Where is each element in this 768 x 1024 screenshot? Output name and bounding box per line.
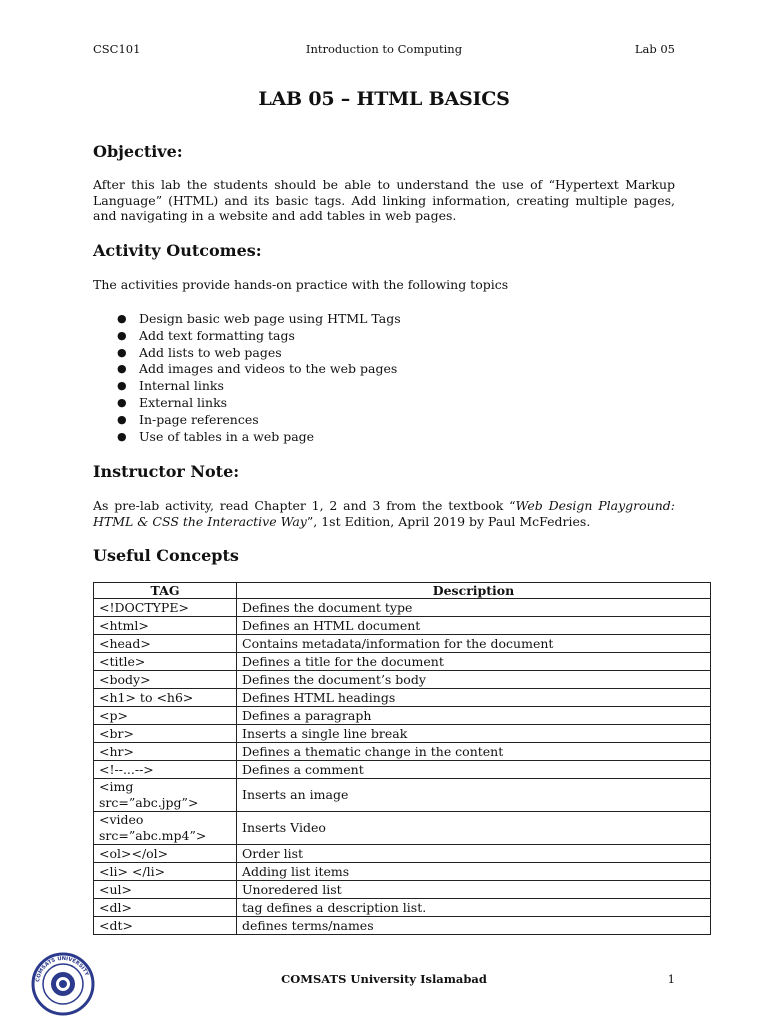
table-row (94, 845, 711, 863)
activity-outcomes-intro: The activities provide hands-on practice with the following topics (93, 277, 509, 292)
bullet-icon: ● (117, 412, 127, 426)
description-cell: Order list (237, 845, 711, 863)
header-lab-number: Lab 05 (634, 42, 675, 56)
description-cell: Adding list items (237, 863, 711, 881)
footer-institution: COMSATS University Islamabad (281, 972, 487, 986)
list-item (93, 345, 401, 362)
description-cell: Contains metadata/information for the document (237, 635, 711, 653)
column-header-tag: TAG (94, 583, 237, 599)
table-row (94, 779, 711, 812)
description-cell: Inserts an image (237, 779, 711, 812)
concepts-table (93, 582, 711, 935)
table-row (94, 812, 711, 845)
description-cell: tag defines a description list. (237, 899, 711, 917)
tag-cell: <head> (94, 635, 237, 653)
description-cell: Defines a thematic change in the content (237, 743, 711, 761)
tag-cell: <p> (94, 707, 237, 725)
description-cell: Defines the document’s body (237, 671, 711, 689)
list-item-text: Design basic web page using HTML Tags (139, 311, 401, 326)
list-item (93, 378, 401, 395)
description-cell: Defines HTML headings (237, 689, 711, 707)
header-course-name: Introduction to Computing (305, 42, 463, 56)
bullet-icon: ● (117, 395, 127, 409)
table-row (94, 917, 711, 935)
table-row (94, 863, 711, 881)
tag-cell: <!DOCTYPE> (94, 599, 237, 617)
table-row (94, 689, 711, 707)
table-row (94, 725, 711, 743)
tag-cell: <title> (94, 653, 237, 671)
instructor-note-heading: Instructor Note: (93, 462, 240, 481)
description-cell: defines terms/names (237, 917, 711, 935)
tag-cell: <html> (94, 617, 237, 635)
activity-outcomes-heading: Activity Outcomes: (93, 241, 262, 260)
description-cell: Defines an HTML document (237, 617, 711, 635)
description-cell: Inserts Video (237, 812, 711, 845)
table-header-row (94, 583, 711, 599)
list-item-text: Use of tables in a web page (139, 428, 315, 444)
list-item-text: Add images and videos to the web pages (139, 361, 398, 377)
tag-cell: <dl> (94, 899, 237, 917)
tag-cell: <dt> (94, 917, 237, 935)
list-item-text: Internal links (139, 378, 224, 394)
header-course-code: CSC101 (93, 42, 141, 56)
description-cell: Defines a paragraph (237, 707, 711, 725)
table-row (94, 899, 711, 917)
instructor-note-text-before: As pre-lab activity, read Chapter 1, 2 and 3 from the textbook “ (93, 498, 516, 513)
list-item (93, 412, 401, 429)
page-number: 1 (667, 972, 675, 986)
table-row (94, 761, 711, 779)
list-item-text: Add text formatting tags (139, 327, 295, 343)
page-title: LAB 05 – HTML BASICS (258, 88, 510, 110)
bullet-icon: ● (117, 362, 127, 376)
bullet-icon: ● (117, 312, 127, 325)
bullet-icon: ● (117, 429, 127, 443)
list-item-text: In-page references (139, 411, 259, 427)
table-row (94, 743, 711, 761)
objective-heading: Objective: (93, 142, 183, 161)
tag-cell: <li> </li> (94, 863, 237, 881)
page-header (93, 42, 675, 58)
svg-text:COMSATS UNIVERSITY: COMSATS UNIVERSITY (35, 955, 90, 983)
table-row (94, 653, 711, 671)
bullet-icon: ● (117, 345, 127, 359)
tag-cell: <body> (94, 671, 237, 689)
tag-cell: <br> (94, 725, 237, 743)
table-row (94, 881, 711, 899)
tag-cell: <img src=”abc.jpg”> (94, 779, 237, 812)
tag-cell: <ol></ol> (94, 845, 237, 863)
list-item (93, 395, 401, 412)
description-cell: Unoredered list (237, 881, 711, 899)
column-header-description: Description (237, 583, 711, 599)
objective-text: After this lab the students should be able to understand the use of “Hypertext Markup Language” (HTML) and its basic tags. Add linking information, creating multiple pages, and navigating in a website and add tables in web pages. (93, 177, 675, 223)
activity-outcomes-list (93, 311, 401, 445)
list-item (93, 429, 401, 446)
table-row (94, 599, 711, 617)
list-item (93, 311, 401, 328)
table-row (94, 671, 711, 689)
instructor-note-text (93, 498, 675, 529)
description-cell: Defines a title for the document (237, 653, 711, 671)
tag-cell: <h1> to <h6> (94, 689, 237, 707)
tag-cell: <video src=”abc.mp4”> (94, 812, 237, 845)
list-item-text: Add lists to web pages (139, 344, 282, 360)
bullet-icon: ● (117, 379, 127, 393)
description-cell: Defines a comment (237, 761, 711, 779)
useful-concepts-heading: Useful Concepts (93, 546, 239, 565)
table-row (94, 617, 711, 635)
tag-cell: <!--...--> (94, 761, 237, 779)
list-item-text: External links (139, 394, 228, 410)
bullet-icon: ● (117, 328, 127, 342)
table-row (94, 707, 711, 725)
list-item (93, 361, 401, 378)
concepts-table-body (94, 599, 711, 935)
description-cell: Defines the document type (237, 599, 711, 617)
tag-cell: <ul> (94, 881, 237, 899)
textbook-title: Web Design Playground: HTML & CSS the Interactive Way (93, 498, 675, 529)
description-cell: Inserts a single line break (237, 725, 711, 743)
tag-cell: <hr> (94, 743, 237, 761)
table-row (94, 635, 711, 653)
instructor-note-text-after: ”, 1st Edition, April 2019 by Paul McFedries. (306, 513, 591, 529)
list-item (93, 328, 401, 345)
